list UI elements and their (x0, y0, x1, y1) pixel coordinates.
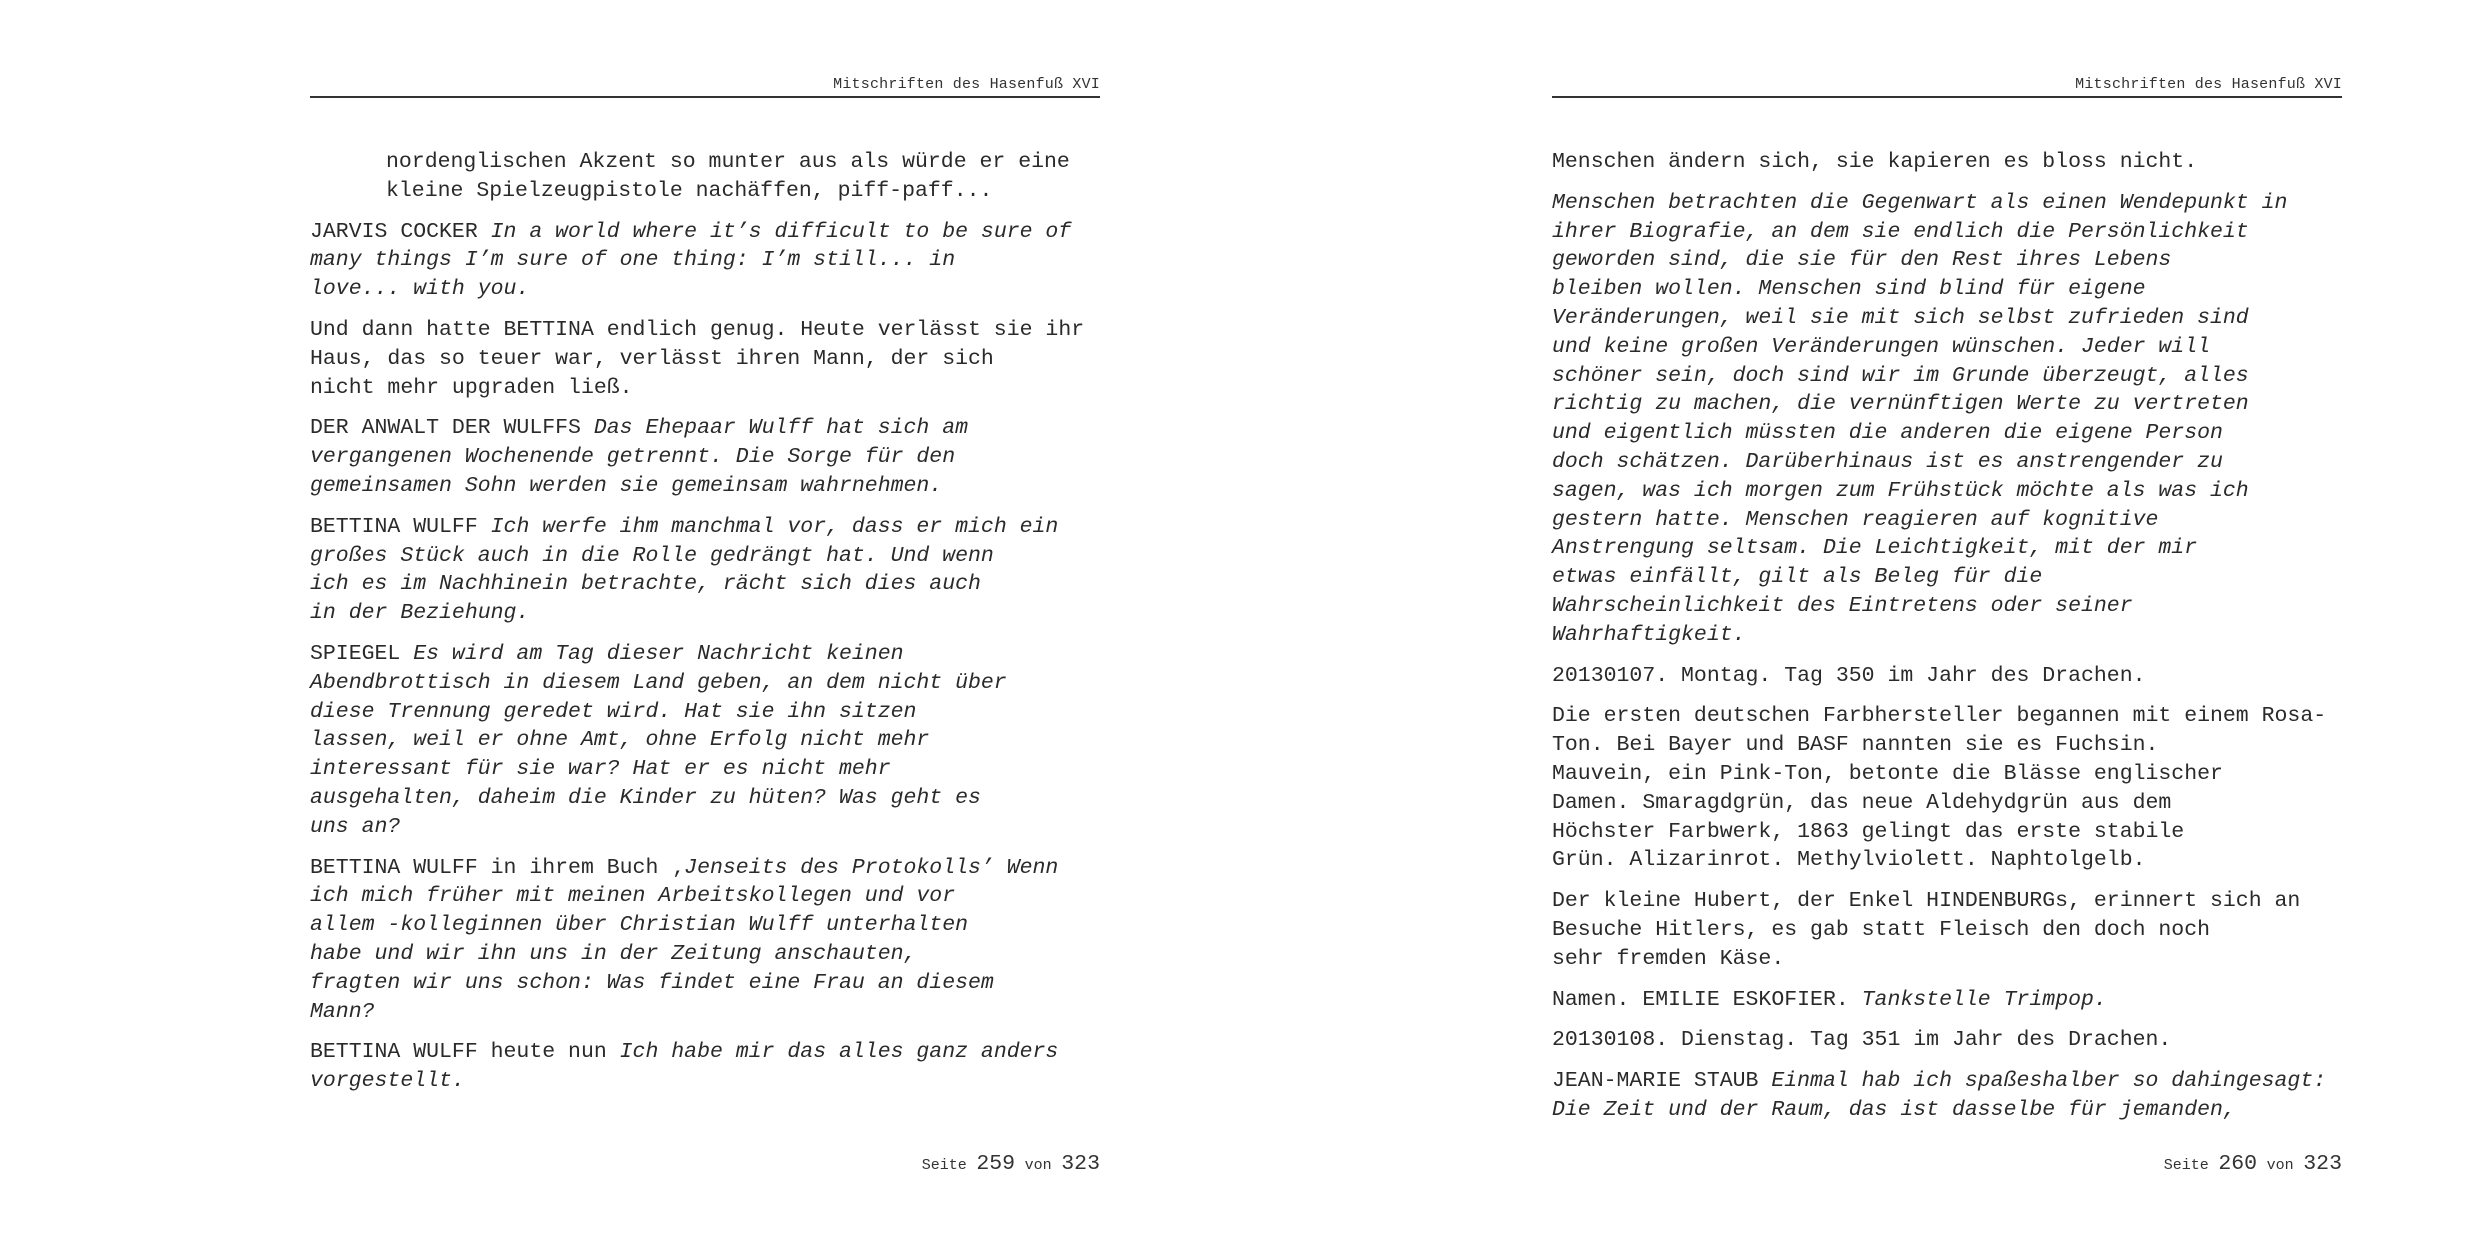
text-line (310, 374, 1100, 403)
text-segment: DER ANWALT DER WULFFS (310, 416, 594, 441)
italic-text: ihrer Biografie, an dem sie endlich die Persönlichkeit (1552, 219, 2249, 244)
text-line (1552, 818, 2342, 847)
italic-text: ich mich früher mit meinen Arbeitskollegen und vor (310, 884, 956, 909)
text-line (310, 969, 1100, 998)
paragraph (1552, 189, 2342, 650)
text-line (1552, 304, 2342, 333)
page-body (310, 148, 1100, 1108)
text-segment: nordenglischen Akzent so munter aus als würde er eine (386, 150, 1070, 174)
italic-text: gestern hatte. Menschen reagieren auf kognitive (1552, 507, 2159, 532)
text-line (1552, 506, 2342, 535)
italic-text: vergangenen Wochenende getrennt. Die Sorge für den (310, 445, 956, 470)
text-line (1552, 846, 2342, 875)
italic-text: in der Beziehung. (310, 601, 530, 626)
text-line (386, 148, 1100, 177)
text-line (1552, 916, 2342, 945)
text-line (1552, 760, 2342, 789)
italic-text: Veränderungen, weil sie mit sich selbst zufrieden sind (1552, 305, 2249, 330)
italic-text: fragten wir uns schon: Was findet eine Frau an diesem (310, 970, 994, 995)
italic-text: many things I’m sure of one thing: I’m still... in (310, 248, 956, 273)
italic-text: Es wird am Tag dieser Nachricht keinen (413, 641, 904, 666)
italic-text: Menschen betrachten die Gegenwart als einen Wendepunkt in (1552, 190, 2288, 215)
text-line (310, 813, 1100, 842)
page-footer (922, 1152, 1100, 1176)
footer-page-total: 323 (1061, 1152, 1100, 1176)
text-line (310, 911, 1100, 940)
italic-text: etwas einfällt, gilt als Beleg für die (1552, 565, 2043, 590)
footer-of: von (2266, 1157, 2294, 1174)
text-segment: kleine Spielzeugpistole nachäffen, piff-paff... (386, 178, 993, 203)
paragraph (1552, 1067, 2342, 1125)
italic-text: Ich habe mir das alles ganz anders (619, 1040, 1059, 1065)
page-body (1552, 148, 2342, 1137)
text-line (310, 882, 1100, 911)
text-line (310, 669, 1100, 698)
text-line (1552, 1026, 2342, 1055)
text-line (310, 316, 1100, 345)
italic-text: großes Stück auch in die Rolle gedrängt hat. Und wenn (310, 543, 994, 568)
text-segment: Namen. EMILIE ESKOFIER. (1552, 987, 1862, 1012)
italic-text: ausgehalten, daheim die Kinder zu hüten? Was geht es (310, 785, 981, 810)
text-line (1552, 592, 2342, 621)
footer-page-number: 259 (976, 1152, 1016, 1176)
text-line (1552, 534, 2342, 563)
text-segment: Höchster Farbwerk, 1863 gelingt das erste stabile (1552, 819, 2185, 844)
text-segment: BETTINA WULFF heute nun (310, 1040, 620, 1065)
text-line (1552, 662, 2342, 691)
text-line (1552, 702, 2342, 731)
italic-text: In a world where it’s difficult to be sure of (490, 219, 1072, 244)
text-line (310, 940, 1100, 969)
italic-text: schöner sein, doch sind wir im Grunde überzeugt, alles (1552, 363, 2249, 388)
text-line (1552, 362, 2342, 391)
right-page (1552, 0, 2342, 1240)
italic-text: Das Ehepaar Wulff hat sich am (593, 416, 969, 441)
italic-text: Anstrengung seltsam. Die Leichtigkeit, mit der mir (1552, 536, 2198, 561)
text-line (1552, 731, 2342, 760)
paragraph (1552, 148, 2342, 177)
paragraph (1552, 662, 2342, 691)
text-line (310, 218, 1100, 247)
text-line (310, 640, 1100, 669)
paragraph (1552, 887, 2342, 973)
text-line (1552, 246, 2342, 275)
text-line (1552, 419, 2342, 448)
italic-text: vorgestellt. (310, 1069, 465, 1094)
text-line (1552, 148, 2342, 177)
italic-text: Abendbrottisch in diesem Land geben, an dem nicht über (310, 670, 1007, 695)
text-line (1552, 218, 2342, 247)
text-segment: Menschen ändern sich, sie kapieren es bloss nicht. (1552, 150, 2198, 174)
text-segment: Haus, das so teuer war, verlässt ihren Mann, der sich (310, 346, 994, 371)
italic-text: gemeinsamen Sohn werden sie gemeinsam wahrnehmen. (310, 473, 943, 498)
italic-text: interessant für sie war? Hat er es nicht mehr (310, 757, 891, 782)
text-segment: Die ersten deutschen Farbhersteller begannen mit einem Rosa- (1552, 704, 2327, 729)
text-line (310, 1067, 1100, 1096)
italic-text: doch schätzen. Darüberhinaus ist es anstrengender zu (1552, 449, 2223, 474)
paragraph (310, 1038, 1100, 1096)
header-rule (1552, 96, 2342, 98)
header-rule (310, 96, 1100, 98)
text-line (386, 177, 1100, 206)
text-line (1552, 563, 2342, 592)
text-line (310, 443, 1100, 472)
text-segment: Grün. Alizarinrot. Methylviolett. Naphtolgelb. (1552, 848, 2146, 873)
text-line (310, 698, 1100, 727)
page-header-title: Mitschriften des Hasenfuß XVI (2075, 76, 2342, 93)
italic-text: geworden sind, die sie für den Rest ihres Lebens (1552, 248, 2172, 273)
footer-page-number: 260 (2218, 1152, 2258, 1176)
text-segment: SPIEGEL (310, 641, 414, 666)
italic-text: Wahrhaftigkeit. (1552, 622, 1746, 647)
text-line (1552, 621, 2342, 650)
italic-text: bleiben wollen. Menschen sind blind für eigene (1552, 277, 2146, 302)
text-line (1552, 333, 2342, 362)
italic-text: Jenseits des Protokolls’ Wenn (684, 855, 1059, 880)
text-segment: 20130107. Montag. Tag 350 im Jahr des Drachen. (1552, 663, 2146, 688)
italic-text: Tankstelle Trimpop. (1861, 987, 2107, 1012)
text-line (1552, 477, 2342, 506)
text-line (310, 472, 1100, 501)
italic-text: und eigentlich müssten die anderen die eigene Person (1552, 421, 2223, 446)
text-segment: JEAN-MARIE STAUB (1552, 1069, 1772, 1094)
left-page (310, 0, 1100, 1240)
italic-text: allem -kolleginnen über Christian Wulff unterhalten (310, 913, 969, 938)
text-line (310, 998, 1100, 1027)
text-line (310, 726, 1100, 755)
text-line (1552, 448, 2342, 477)
text-line (310, 570, 1100, 599)
text-segment: sehr fremden Käse. (1552, 946, 1785, 971)
italic-text: love... with you. (310, 277, 530, 302)
text-line (310, 246, 1100, 275)
footer-prefix: Seite (2163, 1157, 2209, 1174)
text-segment: Besuche Hitlers, es gab statt Fleisch den doch noch (1552, 917, 2211, 942)
text-line (1552, 945, 2342, 974)
italic-text: Ich werfe ihm manchmal vor, dass er mich ein (490, 514, 1059, 539)
text-segment: Und dann hatte BETTINA endlich genug. Heute verlässt sie ihr (310, 317, 1085, 342)
footer-page-total: 323 (2303, 1152, 2342, 1176)
paragraph (310, 640, 1100, 842)
text-line (310, 542, 1100, 571)
italic-text: lassen, weil er ohne Amt, ohne Erfolg nicht mehr (310, 728, 930, 753)
text-segment: Damen. Smaragdgrün, das neue Aldehydgrün aus dem (1552, 790, 2172, 815)
text-segment: 20130108. Dienstag. Tag 351 im Jahr des Drachen. (1552, 1028, 2172, 1053)
text-line (310, 513, 1100, 542)
text-line (310, 345, 1100, 374)
paragraph (310, 854, 1100, 1027)
text-line (1552, 789, 2342, 818)
footer-of: von (1024, 1157, 1052, 1174)
text-segment: BETTINA WULFF in ihrem Buch ‚ (310, 855, 685, 880)
italic-text: Die Zeit und der Raum, das ist dasselbe für jemanden, (1552, 1097, 2236, 1122)
text-line (1552, 1067, 2342, 1096)
text-segment: Ton. Bei Bayer und BASF nannten sie es Fuchsin. (1552, 733, 2159, 758)
text-line (310, 1038, 1100, 1067)
text-line (1552, 1096, 2342, 1125)
page-header-title: Mitschriften des Hasenfuß XVI (833, 76, 1100, 93)
text-segment: Der kleine Hubert, der Enkel HINDENBURGs, erinnert sich an (1552, 889, 2301, 914)
text-line (1552, 986, 2342, 1015)
italic-text: richtig zu machen, die vernünftigen Werte zu vertreten (1552, 392, 2249, 417)
text-line (310, 599, 1100, 628)
page-footer (2164, 1152, 2342, 1176)
italic-text: ich es im Nachhinein betrachte, rächt sich dies auch (310, 572, 981, 597)
text-line (310, 414, 1100, 443)
paragraph (310, 513, 1100, 628)
italic-text: und keine großen Veränderungen wünschen. Jeder will (1552, 334, 2211, 359)
paragraph (1552, 986, 2342, 1015)
text-line (310, 854, 1100, 883)
italic-text: Mann? (310, 999, 375, 1024)
text-segment: Mauvein, ein Pink-Ton, betonte die Blässe englischer (1552, 761, 2223, 786)
paragraph (310, 414, 1100, 500)
paragraph (1552, 702, 2342, 875)
paragraph (310, 218, 1100, 304)
footer-prefix: Seite (921, 1157, 967, 1174)
text-line (310, 755, 1100, 784)
italic-text: sagen, was ich morgen zum Frühstück möchte als was ich (1552, 478, 2249, 503)
text-segment: BETTINA WULFF (310, 514, 491, 539)
paragraph (1552, 1026, 2342, 1055)
paragraph (310, 148, 1100, 206)
italic-text: Wahrscheinlichkeit des Eintretens oder seiner (1552, 593, 2133, 618)
text-line (310, 784, 1100, 813)
text-segment: nicht mehr upgraden ließ. (310, 375, 633, 400)
text-segment: JARVIS COCKER (310, 219, 491, 244)
paragraph (310, 316, 1100, 402)
text-line (1552, 189, 2342, 218)
text-line (1552, 275, 2342, 304)
italic-text: uns an? (310, 814, 401, 839)
italic-text: diese Trennung geredet wird. Hat sie ihn sitzen (310, 699, 917, 724)
text-line (1552, 390, 2342, 419)
italic-text: habe und wir ihn uns in der Zeitung anschauten, (310, 941, 917, 966)
text-line (310, 275, 1100, 304)
text-line (1552, 887, 2342, 916)
italic-text: Einmal hab ich spaßeshalber so dahingesagt: (1771, 1069, 2327, 1094)
